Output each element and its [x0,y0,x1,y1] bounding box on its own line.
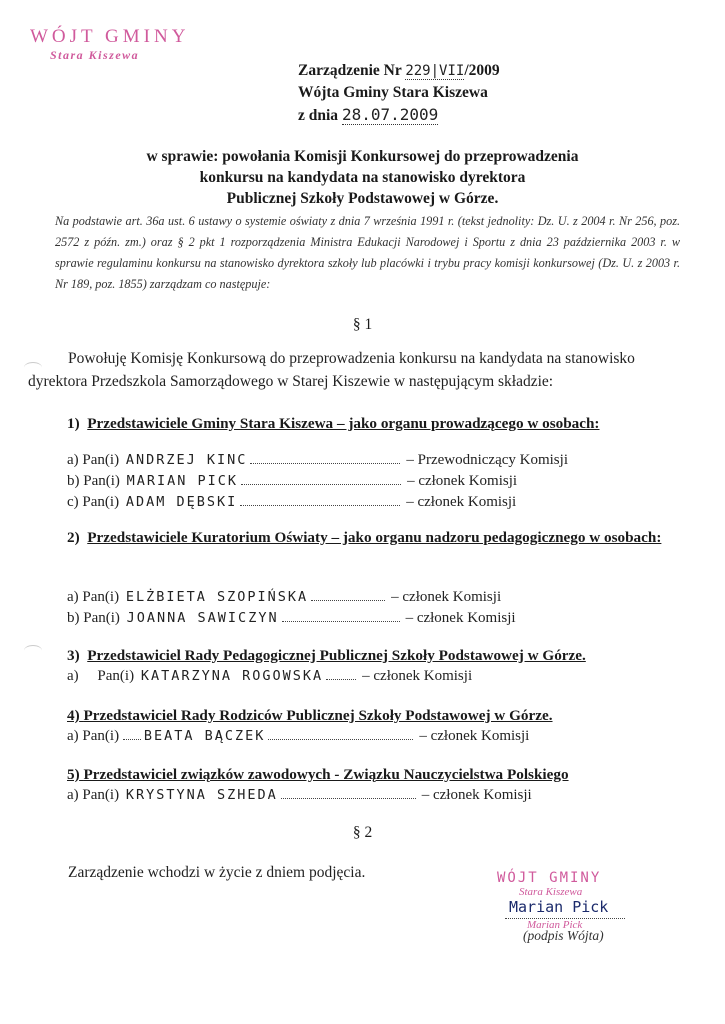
section-3-number: 3) [67,647,80,664]
member-row [67,472,517,490]
member-role: – członek Komisji [421,787,532,803]
member-row [67,667,472,685]
member-role: – członek Komisji [407,473,518,489]
member-prefix: b) Pan(i) [67,473,124,489]
paragraph-2-label: § 2 [352,824,373,841]
section-2-number: 2) [67,529,80,546]
member-name: KRYSTYNA SZHEDA [125,787,278,803]
member-prefix: a) Pan(i) [67,787,123,803]
section-5-title: Przedstawiciel związków zawodowych - Związku Nauczycielstwa Polskiego [83,766,569,783]
margin-mark [24,645,42,656]
order-number-line [298,62,500,80]
handwritten-signature: Marian Pick [509,898,609,916]
member-row [67,786,532,804]
member-name: ANDRZEJ KINC [125,452,248,468]
signature-stamp-line-1: WÓJT GMINY [497,870,602,886]
dotted-fill [311,588,385,601]
section-5-number: 5) [67,766,80,783]
dotted-fill [326,667,356,680]
dotted-fill [268,727,413,740]
member-prefix: b) Pan(i) [67,610,124,626]
section-4-title: Przedstawiciel Rady Rodziców Publicznej Szkoły Podstawowej w Górze. [83,707,553,724]
member-prefix: c) Pan(i) [67,494,123,510]
member-row [67,588,501,606]
member-prefix: a) Pan(i) [67,589,123,605]
section-4-heading [67,705,687,727]
legal-basis: Na podstawie art. 36a ust. 6 ustawy o systemie oświaty z dnia 7 września 1991 r. (tekst jednolity: Dz. U. z 2004 r. Nr 256, poz. 2572 z późn. zm.) oraz § 2 pkt 1 rozporządzenia Ministra Edukacji Narodowej i Sportu z dnia 23 października 2003 r. w sprawie regulaminu konkursu na stanowisko dyrektora szkoły lub placówki i trybu pracy komisji konkursowej (Dz. U. z 2003 r. Nr 189, poz. 1855) zarządzam co następuje: [55,214,680,291]
member-role: – członek Komisji [419,728,530,744]
member-row [67,727,529,745]
stamp-line-2: Stara Kiszewa [50,48,140,62]
member-prefix: a) Pan(i) [67,452,123,468]
date-label: z dnia [298,107,342,124]
member-row [67,451,568,469]
dotted-fill [281,786,416,799]
date-line [298,105,438,125]
title-line-3: Publicznej Szkoły Podstawowej w Górze. [226,190,499,207]
closing-text: Zarządzenie wchodzi w życie z dniem podjęcia. [68,864,366,881]
member-row [67,493,516,511]
dotted-fill [240,493,400,506]
dotted-fill [282,609,400,622]
section-4-number: 4) [67,707,80,724]
title-line-1: w sprawie: powołania Komisji Konkursowej do przeprowadzenia [146,148,579,165]
member-name: MARIAN PICK [126,473,239,489]
order-number-year: /2009 [464,62,500,79]
member-name: ADAM DĘBSKI [125,494,238,510]
intro-line-1: Powołuję Komisję Konkursową do przeprowadzenia konkursu na kandydata na stanowisko [68,350,635,367]
member-role: – członek Komisji [406,494,517,510]
section-1-heading [67,413,687,435]
order-number-handwritten: 229|VII [405,63,465,79]
member-name: BEATA BĄCZEK [143,728,266,744]
member-prefix: a) Pan(i) [67,728,123,744]
dotted-fill [250,451,400,464]
intro-line-2: dyrektora Przedszkola Samorządowego w Starej Kiszewie w następującym składzie: [28,373,554,390]
section-5-heading [67,764,687,786]
signature-block [497,870,647,944]
member-role: – członek Komisji [405,610,516,626]
section-3-heading [67,645,687,667]
signature-caption: (podpis Wójta) [523,928,604,943]
date-handwritten: 28.07.2009 [341,105,439,124]
member-name: KATARZYNA ROGOWSKA [140,668,324,684]
member-role: – Przewodniczący Komisji [406,452,568,468]
signature-stamp-line-2: Stara Kiszewa [519,886,583,898]
section-2-title: Przedstawiciele Kuratorium Oświaty – jako organu nadzoru pedagogicznego w osobach: [87,529,662,546]
member-name: ELŻBIETA SZOPIŃSKA [125,589,309,605]
section-1-number: 1) [67,415,80,432]
member-role: – członek Komisji [391,589,502,605]
title-line-2: konkursu na kandydata na stanowisko dyrektora [199,169,526,186]
signature-stamp-name: Marian Pick [527,919,583,931]
section-3-title: Przedstawiciel Rady Pedagogicznej Publicznej Szkoły Podstawowej w Górze. [87,647,586,664]
dotted-fill [123,727,141,740]
issuer-line: Wójta Gminy Stara Kiszewa [298,84,488,101]
document-title [0,146,725,209]
paragraph-1-label: § 1 [352,316,373,333]
member-role: – członek Komisji [362,668,473,684]
wojt-stamp [30,26,189,63]
dotted-fill [241,472,401,485]
member-row [67,609,516,627]
section-1-title: Przedstawiciele Gminy Stara Kiszewa – jako organu prowadzącego w osobach: [87,415,600,432]
member-prefix: a) Pan(i) [67,668,138,684]
stamp-line-1: WÓJT GMINY [30,26,190,47]
section-2-heading [67,527,687,549]
member-name: JOANNA SAWICZYN [126,610,279,626]
intro-text [28,347,688,393]
order-number-label: Zarządzenie Nr [298,62,406,79]
